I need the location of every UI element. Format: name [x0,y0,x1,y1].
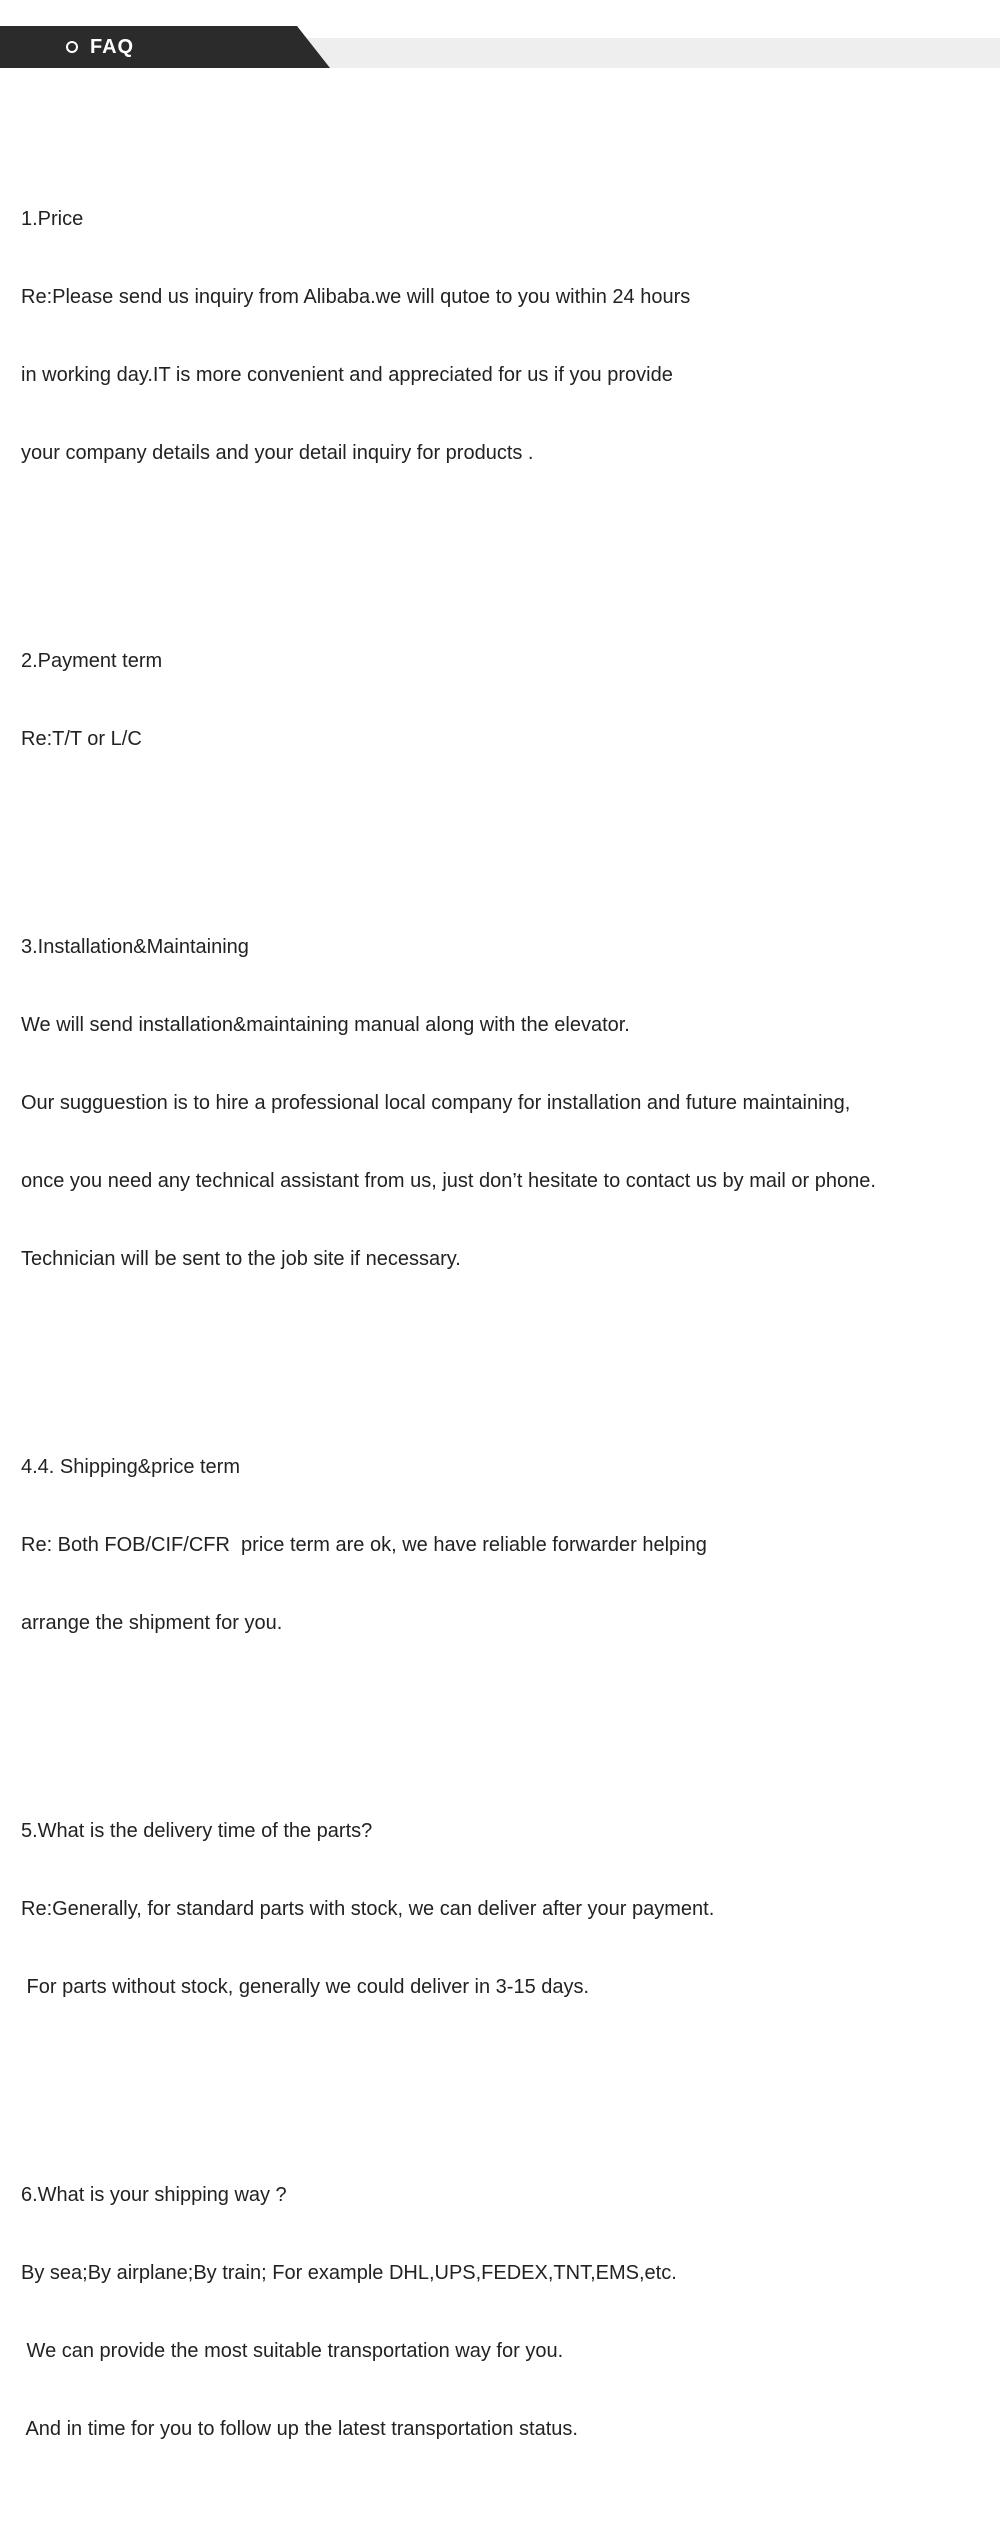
faq-answer-line: Technician will be sent to the job site if necessary. [21,1248,461,1270]
faq-answer-line: We will send installation&maintaining manual along with the elevator. [21,1014,630,1036]
faq-answer-line: Re:Please send us inquiry from Alibaba.we will qutoe to you within 24 hours [21,286,691,308]
circle-icon [66,41,78,53]
section-header [66,26,134,68]
faq-answer-line: Re: Both FOB/CIF/CFR price term are ok, we have reliable forwarder helping [21,1534,707,1556]
faq-list [21,102,996,2546]
faq-answer-line: By sea;By airplane;By train; For example DHL,UPS,FEDEX,TNT,EMS,etc. [21,2262,677,2284]
faq-item-shipping-price [21,1402,996,1688]
faq-item-delivery [21,1766,996,2052]
faq-answer-line: in working day.IT is more convenient and appreciated for us if you provide [21,364,673,386]
faq-answer-line: And in time for you to follow up the latest transportation status. [21,2418,578,2440]
faq-item-payment [21,596,996,804]
faq-question: 1.Price [21,208,84,230]
section-title: FAQ [90,35,135,58]
faq-answer-line: Our sugguestion is to hire a professional local company for installation and future maintaining, [21,1092,851,1114]
faq-answer-line: Re:Generally, for standard parts with stock, we can deliver after your payment. [21,1898,715,1920]
faq-question: 3.Installation&Maintaining [21,936,249,958]
header-tab [0,26,330,68]
faq-answer-line: We can provide the most suitable transportation way for you. [21,2340,564,2362]
faq-answer-line: once you need any technical assistant from us, just don’t hesitate to contact us by mail or phone. [21,1170,876,1192]
faq-question: 5.What is the delivery time of the parts? [21,1820,373,1842]
faq-item-shipping-way [21,2130,996,2494]
faq-answer-line: Re:T/T or L/C [21,728,142,750]
faq-answer-line: your company details and your detail inquiry for products . [21,442,534,464]
faq-answer-line: arrange the shipment for you. [21,1612,283,1634]
faq-item-price [21,154,996,518]
faq-answer-line: For parts without stock, generally we could deliver in 3-15 days. [21,1976,590,1998]
faq-question: 6.What is your shipping way ? [21,2184,287,2206]
faq-item-installation [21,882,996,1324]
faq-question: 2.Payment term [21,650,163,672]
faq-question: 4.4. Shipping&price term [21,1456,241,1478]
